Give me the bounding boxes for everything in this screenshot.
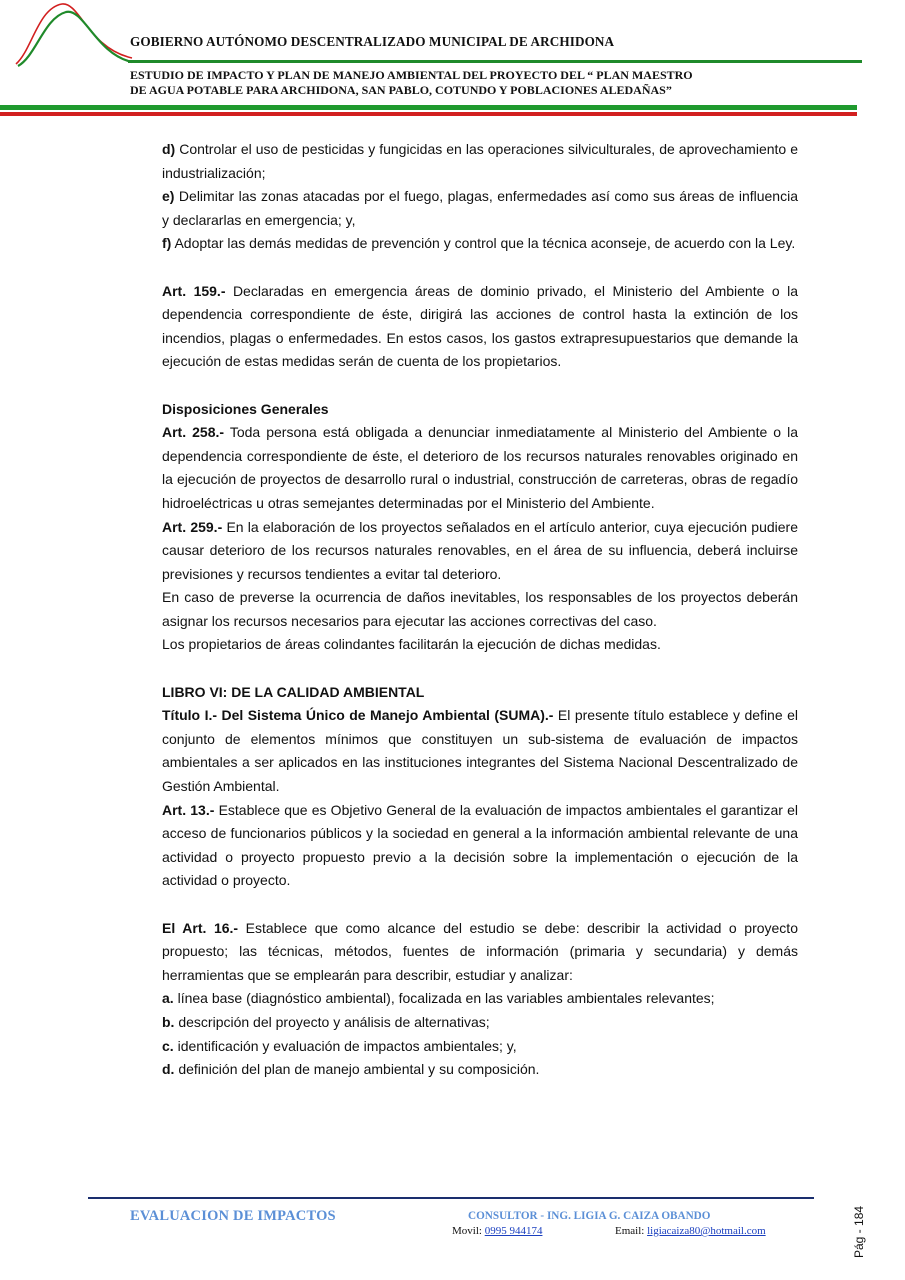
titulo-suma — [162, 704, 798, 798]
phone-link[interactable]: 0995 944174 — [484, 1225, 543, 1237]
footer-movil — [452, 1225, 542, 1237]
list-item-text: identificación y evaluación de impactos ambientales; y, — [173, 1037, 517, 1054]
art-16-text: Establece que como alcance del estudio se debe: describir la actividad o proyecto propuesto; las técnicas, métodos, fuentes de información (primaria y secundaria) y demás herramientas que se emplearán para describir, estudiar y analizar: — [162, 919, 798, 983]
art-259 — [162, 516, 798, 587]
item-f-text: Adoptar las demás medidas de prevención y control que la técnica aconseje, de acuerdo con la Ley. — [171, 235, 796, 252]
art-259-label: Art. 259.- — [162, 518, 223, 535]
header-band-red — [0, 112, 857, 116]
list-item — [162, 1058, 798, 1082]
disposiciones-heading-text: Disposiciones Generales — [162, 400, 329, 417]
header-title: GOBIERNO AUTÓNOMO DESCENTRALIZADO MUNICIPAL DE ARCHIDONA — [130, 34, 615, 49]
list-item-label: b. — [162, 1013, 175, 1030]
art-16-label: El Art. 16.- — [162, 919, 239, 936]
footer-consultor: CONSULTOR - ING. LIGIA G. CAIZA OBANDO — [468, 1210, 711, 1222]
footer-divider — [88, 1197, 814, 1199]
footer-movil-label: Movil: — [452, 1225, 485, 1237]
libro-heading-text: LIBRO VI: DE LA CALIDAD AMBIENTAL — [162, 683, 425, 700]
list-item-text: descripción del proyecto y análisis de alternativas; — [174, 1013, 490, 1030]
art-258-text: Toda persona está obligada a denunciar inmediatamente al Ministerio del Ambiente o la dependencia correspondiente de éste, el deterioro de los recursos naturales renovables originado en la ejecución de proyectos de desarrollo rural o industrial, construcción de carreteras, obras de regadío hidroeléctricas u otras semejantes determinadas por el Ministerio del Ambiente. — [162, 424, 798, 511]
art-16 — [162, 917, 798, 988]
list-item — [162, 1011, 798, 1035]
list-item — [162, 1035, 798, 1059]
item-e — [162, 185, 798, 232]
item-f-label: f) — [162, 235, 172, 252]
list-item-text: línea base (diagnóstico ambiental), focalizada en las variables ambientales relevantes; — [173, 990, 715, 1007]
item-d-text: Controlar el uso de pesticidas y fungicidas en las operaciones silviculturales, de aprovechamiento e industrialización; — [162, 141, 798, 181]
art-159-text: Declaradas en emergencia áreas de dominio privado, el Ministerio del Ambiente o la dependencia correspondiente de éste, dirigirá las acciones de control hasta la extinción de los incendios, plagas o enfermedades. En estos casos, los gastos extrapresupuestarios que demande la ejecución de estas medidas serán de cuenta de los propietarios. — [162, 282, 798, 370]
list-item-text: definición del plan de manejo ambiental y su composición. — [174, 1061, 540, 1078]
item-f — [162, 232, 798, 256]
art-159-label: Art. 159.- — [162, 282, 226, 299]
art-13 — [162, 799, 798, 893]
footer-email — [615, 1225, 766, 1237]
disposiciones-heading — [162, 398, 798, 422]
header-subtitle-line1: ESTUDIO DE IMPACTO Y PLAN DE MANEJO AMBIENTAL DEL PROYECTO DEL “ PLAN MAESTRO — [130, 68, 693, 82]
header-divider — [128, 60, 862, 63]
para-propietarios: Los propietarios de áreas colindantes facilitarán la ejecución de dichas medidas. — [162, 636, 661, 653]
page-number: Pág - 184 — [852, 1205, 866, 1258]
header-subtitle — [130, 68, 850, 97]
header-subtitle-line2: DE AGUA POTABLE PARA ARCHIDONA, SAN PABLO, COTUNDO Y POBLACIONES ALEDAÑAS” — [130, 82, 672, 97]
art-259-text: En la elaboración de los proyectos señalados en el artículo anterior, cuya ejecución pudiere causar deterioro de los recursos naturales renovables, en el área de su influencia, deberá incluirse previsiones y recursos tendientes a evitar tal deterioro. — [162, 518, 798, 582]
curves-logo-icon — [14, 0, 134, 70]
titulo-suma-text: El presente título establece y define el conjunto de elementos mínimos que constituyen un sub-sistema de evaluación de impactos ambientales a ser aplicados en las instituciones integrantes del Sistema Nacional Descentralizado de Gestión Ambiental. — [162, 707, 798, 795]
para-danos: En caso de preverse la ocurrencia de daños inevitables, los responsables de los proyectos deberán asignar los recursos necesarios para ejecutar las acciones correctivas del caso. — [162, 589, 798, 629]
art-258 — [162, 421, 798, 515]
item-e-text: Delimitar las zonas atacadas por el fuego, plagas, enfermedades así como sus áreas de influencia y declararlas en emergencia; y, — [162, 188, 798, 228]
list-item-label: c. — [162, 1037, 174, 1054]
art-258-label: Art. 258.- — [162, 424, 225, 441]
item-d — [162, 138, 798, 185]
art-159 — [162, 280, 798, 374]
footer-email-label: Email: — [615, 1225, 648, 1237]
list-item-label: d. — [162, 1061, 175, 1078]
footer-section-title: EVALUACION DE IMPACTOS — [130, 1208, 336, 1224]
art-13-text: Establece que es Objetivo General de la evaluación de impactos ambientales el garantizar el acceso de funcionarios públicos y la sociedad en general a la información ambiental relevante de una actividad o proyecto propuesto previo a la decisión sobre la implementación o ejecución de la actividad o proyecto. — [162, 801, 798, 889]
list-item-label: a. — [162, 990, 174, 1007]
item-d-label: d) — [162, 141, 176, 157]
libro-heading — [162, 681, 798, 705]
titulo-suma-label: Título I.- Del Sistema Único de Manejo Ambiental (SUMA).- — [162, 707, 554, 724]
email-link[interactable]: ligiacaiza80@hotmail.com — [647, 1225, 766, 1237]
item-e-label: e) — [162, 188, 175, 205]
document-body — [162, 138, 798, 1082]
art-13-label: Art. 13.- — [162, 801, 215, 818]
list-item — [162, 987, 798, 1011]
